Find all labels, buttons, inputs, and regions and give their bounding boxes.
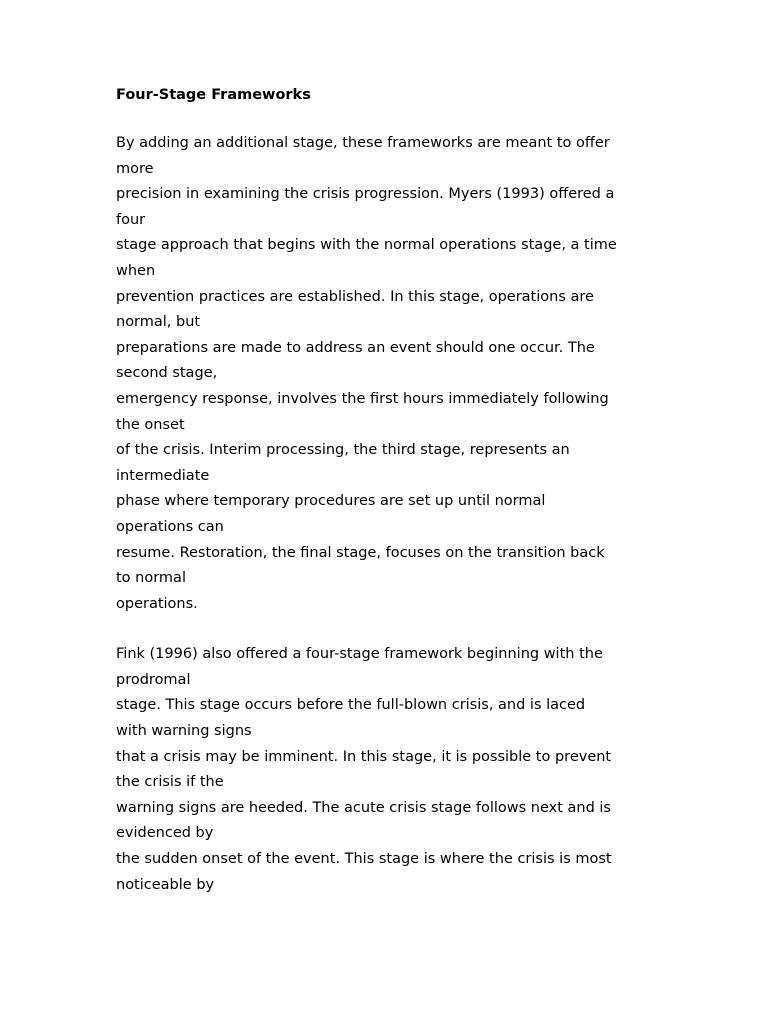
text-line: stage approach that begins with the normal operations stage, a time: [116, 237, 617, 254]
text-line: four: [116, 211, 146, 228]
text-line: precision in examining the crisis progression. Myers (1993) offered a: [116, 186, 615, 203]
text-line: prevention practices are established. In this stage, operations are: [116, 288, 594, 305]
text-line: operations.: [116, 595, 198, 612]
section-heading: Four-Stage Frameworks: [116, 87, 311, 103]
text-line: Fink (1996) also offered a four-stage framework beginning with the: [116, 646, 603, 663]
text-line: normal, but: [116, 314, 201, 331]
text-line: operations can: [116, 518, 224, 535]
text-line: phase where temporary procedures are set up until normal: [116, 493, 546, 510]
text-line: preparations are made to address an event should one occur. The: [116, 339, 595, 356]
text-line: prodromal: [116, 671, 191, 688]
text-line: with warning signs: [116, 723, 252, 740]
text-line: that a crisis may be imminent. In this stage, it is possible to prevent: [116, 748, 612, 765]
text-line: resume. Restoration, the final stage, focuses on the transition back: [116, 544, 605, 561]
text-line: the crisis if the: [116, 774, 224, 791]
paragraph-fink: [116, 642, 676, 898]
text-line: when: [116, 262, 156, 279]
text-line: noticeable by: [116, 876, 215, 893]
text-line: intermediate: [116, 467, 210, 484]
text-line: to normal: [116, 570, 186, 587]
text-line: second stage,: [116, 365, 218, 382]
document-page: [116, 85, 676, 898]
text-line: By adding an additional stage, these frameworks are meant to offer: [116, 135, 610, 151]
text-line: stage. This stage occurs before the full-blown crisis, and is laced: [116, 697, 586, 714]
text-line: emergency response, involves the first hours immediately following: [116, 390, 609, 407]
text-line: evidenced by: [116, 825, 214, 842]
text-line: warning signs are heeded. The acute crisis stage follows next and is: [116, 799, 611, 816]
text-line: more: [116, 160, 154, 177]
paragraph-myers: [116, 131, 676, 617]
text-line: the onset: [116, 416, 185, 433]
text-line: of the crisis. Interim processing, the third stage, represents an: [116, 442, 570, 459]
text-line: the sudden onset of the event. This stage is where the crisis is most: [116, 851, 612, 868]
